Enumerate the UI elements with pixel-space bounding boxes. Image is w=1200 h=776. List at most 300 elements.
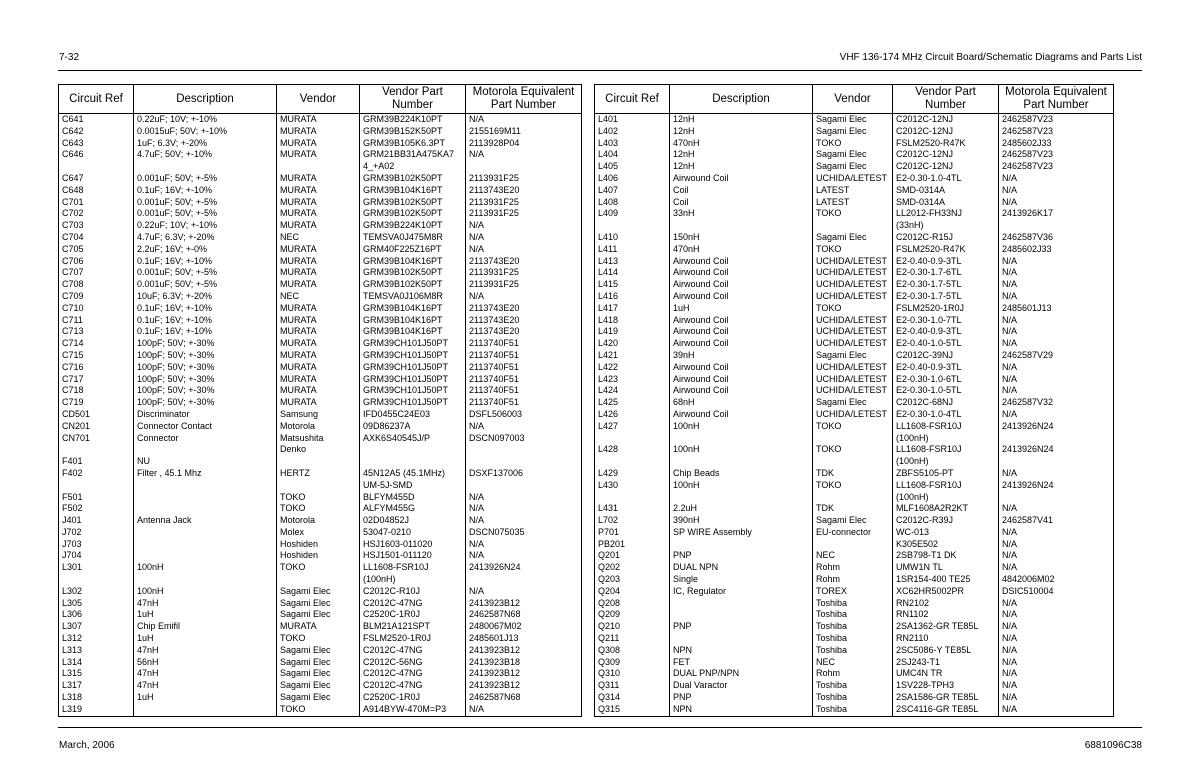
table-row	[59, 456, 582, 468]
cell-text-line: IC, Regulator	[673, 585, 727, 596]
cell-vendor	[813, 409, 893, 421]
cell-text-line: L416	[598, 290, 619, 301]
table-row	[59, 114, 582, 126]
cell-text-line: MURATA	[280, 137, 317, 148]
cell-text-line: 100pF; 50V; +-30%	[137, 349, 215, 360]
cell-description	[134, 433, 277, 457]
col-header-description: Description	[134, 85, 277, 114]
cell-circuit-ref	[59, 114, 134, 126]
cell-vendor	[277, 350, 360, 362]
cell-vendor	[277, 550, 360, 562]
cell-motorola-part-number	[466, 397, 582, 409]
cell-text-line: L401	[598, 114, 619, 124]
cell-vendor-part-number	[360, 668, 466, 680]
cell-motorola-part-number	[999, 609, 1114, 621]
cell-text-line: L413	[598, 255, 619, 266]
cell-vendor	[813, 149, 893, 161]
cell-vendor-part-number	[893, 185, 999, 197]
cell-description	[134, 598, 277, 610]
cell-description	[670, 244, 813, 256]
table-header-row	[595, 85, 1114, 114]
cell-description	[670, 409, 813, 421]
cell-vendor	[277, 539, 360, 551]
cell-circuit-ref	[59, 492, 134, 504]
parts-table-right	[594, 84, 1114, 717]
cell-text-line: MURATA	[280, 279, 317, 290]
cell-text-line: NEC	[280, 290, 300, 301]
cell-vendor	[277, 374, 360, 386]
cell-text-line: MURATA	[280, 326, 317, 337]
cell-circuit-ref	[59, 609, 134, 621]
cell-text-line: J704	[62, 550, 82, 561]
cell-text-line: ALFYM455G	[363, 503, 416, 514]
cell-description	[134, 185, 277, 197]
cell-text-line: C701	[62, 196, 84, 207]
cell-text-line: Airwound Coil	[673, 290, 729, 301]
cell-text-line: C2012C-12NJ	[896, 114, 954, 124]
cell-description	[670, 385, 813, 397]
cell-vendor	[277, 279, 360, 291]
cell-text-line: 2480067M02	[469, 621, 522, 632]
cell-text-line: L317	[62, 680, 83, 691]
cell-text-line: L422	[598, 361, 619, 372]
cell-text-line: E2-0.30-1.0-4TL	[896, 172, 962, 183]
cell-motorola-part-number	[999, 444, 1114, 468]
cell-motorola-part-number	[999, 362, 1114, 374]
cell-description	[670, 149, 813, 161]
cell-text-line: 1uF; 6.3V; +-20%	[137, 137, 207, 148]
cell-text-line: 1uH	[673, 302, 690, 313]
cell-circuit-ref	[595, 515, 670, 527]
cell-text-line	[673, 633, 812, 645]
cell-vendor	[813, 279, 893, 291]
cell-text-line: Airwound Coil	[673, 314, 729, 325]
cell-motorola-part-number	[999, 598, 1114, 610]
cell-text-line: 39nH	[673, 349, 695, 360]
cell-text-line: 1uH	[137, 609, 154, 620]
cell-description	[134, 609, 277, 621]
cell-text-line: L420	[598, 338, 619, 349]
cell-vendor	[277, 114, 360, 126]
cell-vendor	[813, 633, 893, 645]
cell-description	[134, 173, 277, 185]
cell-text-line: GRM39B152K50PT	[363, 125, 443, 136]
cell-text-line: N/A	[1002, 196, 1018, 207]
cell-vendor-part-number	[360, 645, 466, 657]
table-row	[595, 621, 1114, 633]
cell-text-line: Airwound Coil	[673, 172, 729, 183]
cell-text-line: 1uH	[137, 633, 154, 644]
cell-description	[670, 161, 813, 173]
cell-text-line: Single	[673, 574, 699, 585]
cell-text-line: C643	[62, 137, 84, 148]
cell-description	[134, 149, 277, 173]
cell-circuit-ref	[595, 586, 670, 598]
cell-description	[670, 550, 813, 562]
cell-vendor-part-number	[893, 149, 999, 161]
cell-text-line: Airwound Coil	[673, 326, 729, 337]
cell-text-line: HSJ1603-011020	[363, 538, 433, 549]
cell-text-line	[137, 527, 276, 539]
cell-vendor	[813, 586, 893, 598]
cell-text-line: 2.2uH	[673, 503, 698, 514]
cell-text-line: Sagami Elec	[280, 680, 331, 691]
cell-text-line: UCHIDA/LETEST	[816, 290, 888, 301]
cell-motorola-part-number	[466, 138, 582, 150]
cell-circuit-ref	[59, 539, 134, 551]
cell-circuit-ref	[595, 173, 670, 185]
cell-text-line: 2413923B18	[469, 656, 521, 667]
cell-description	[134, 256, 277, 268]
cell-text-line: Q210	[598, 621, 621, 632]
table-row	[595, 609, 1114, 621]
cell-text-line: L407	[598, 184, 619, 195]
cell-text-line: E2-0.30-1.7-6TL	[896, 267, 962, 278]
cell-circuit-ref	[59, 138, 134, 150]
table-row	[595, 138, 1114, 150]
cell-vendor-part-number	[893, 503, 999, 515]
cell-text-line: MURATA	[280, 267, 317, 278]
table-row	[595, 409, 1114, 421]
cell-description	[670, 668, 813, 680]
cell-text-line: Discriminator	[137, 408, 190, 419]
cell-text-line: Q208	[598, 597, 621, 608]
cell-text-line: PNP	[673, 621, 692, 632]
table-row	[59, 244, 582, 256]
cell-description	[670, 350, 813, 362]
cell-text-line: N/A	[1002, 656, 1018, 667]
cell-vendor-part-number	[893, 680, 999, 692]
cell-text-line: E2-0.40-0.9-3TL	[896, 326, 962, 337]
cell-text-line: 2413926K17	[1002, 208, 1054, 219]
cell-motorola-part-number	[466, 621, 582, 633]
cell-text-line: 2113931F25	[469, 208, 519, 219]
cell-text-line: L702	[598, 515, 619, 526]
cell-circuit-ref	[59, 279, 134, 291]
parts-table-right-body	[595, 114, 1114, 717]
table-row	[59, 515, 582, 527]
cell-vendor	[277, 633, 360, 645]
cell-vendor	[813, 397, 893, 409]
cell-vendor	[277, 657, 360, 669]
cell-text-line: L429	[598, 467, 619, 478]
cell-vendor-part-number	[360, 350, 466, 362]
cell-vendor-part-number	[893, 515, 999, 527]
cell-motorola-part-number	[466, 315, 582, 327]
table-row	[595, 704, 1114, 716]
cell-text-line: MURATA	[280, 114, 317, 124]
cell-text-line: GRM39CH101J50PT	[363, 373, 449, 384]
cell-vendor-part-number	[893, 550, 999, 562]
cell-vendor	[277, 562, 360, 586]
table-row	[59, 338, 582, 350]
cell-motorola-part-number	[999, 562, 1114, 574]
cell-motorola-part-number	[999, 208, 1114, 232]
cell-text-line: LL1608-FSR10J	[896, 444, 962, 455]
cell-vendor-part-number	[893, 256, 999, 268]
cell-text-line: L423	[598, 373, 619, 384]
cell-vendor-part-number	[893, 303, 999, 315]
cell-description	[134, 468, 277, 492]
cell-text-line: UMW1N TL	[896, 562, 943, 573]
cell-text-line: MURATA	[280, 243, 317, 254]
cell-vendor	[813, 503, 893, 515]
cell-text-line: C647	[62, 172, 84, 183]
cell-text-line: 2113740F51	[469, 361, 519, 372]
cell-text-line: (100nH)	[363, 574, 396, 585]
cell-vendor-part-number	[893, 527, 999, 539]
table-row	[59, 598, 582, 610]
cell-circuit-ref	[595, 138, 670, 150]
cell-vendor	[277, 680, 360, 692]
cell-vendor	[813, 680, 893, 692]
cell-circuit-ref	[59, 527, 134, 539]
cell-text-line: 0.1uF; 16V; +-10%	[137, 302, 212, 313]
cell-text-line: Sagami Elec	[280, 585, 331, 596]
cell-circuit-ref	[595, 527, 670, 539]
cell-vendor	[813, 574, 893, 586]
table-row	[595, 550, 1114, 562]
table-row	[595, 692, 1114, 704]
cell-text-line: Toshiba	[816, 703, 848, 714]
cell-text-line: C711	[62, 314, 83, 325]
cell-vendor-part-number	[893, 444, 999, 468]
cell-vendor-part-number	[893, 279, 999, 291]
cell-description	[670, 326, 813, 338]
cell-description	[670, 114, 813, 126]
cell-vendor-part-number	[893, 208, 999, 232]
cell-description	[670, 397, 813, 409]
cell-text-line: MURATA	[280, 196, 317, 207]
cell-description	[134, 704, 277, 716]
cell-description	[134, 409, 277, 421]
cell-vendor-part-number	[360, 385, 466, 397]
cell-vendor	[813, 326, 893, 338]
cell-motorola-part-number	[999, 256, 1114, 268]
cell-description	[134, 303, 277, 315]
cell-motorola-part-number	[999, 267, 1114, 279]
cell-circuit-ref	[595, 350, 670, 362]
table-row	[595, 598, 1114, 610]
cell-text-line: 2SJ243-T1	[896, 656, 941, 667]
cell-text-line: Q310	[598, 668, 621, 679]
cell-circuit-ref	[59, 208, 134, 220]
cell-motorola-part-number	[999, 574, 1114, 586]
cell-text-line: 100nH	[673, 479, 700, 490]
cell-vendor	[813, 126, 893, 138]
table-row	[595, 173, 1114, 185]
cell-text-line: Chip Beads	[673, 467, 720, 478]
cell-text-line: 2SC4116-GR TE85L	[896, 703, 979, 714]
cell-vendor	[277, 244, 360, 256]
cell-text-line: DUAL NPN	[673, 562, 719, 573]
cell-circuit-ref	[595, 303, 670, 315]
cell-motorola-part-number	[999, 385, 1114, 397]
cell-vendor-part-number	[360, 433, 466, 457]
cell-circuit-ref	[595, 197, 670, 209]
cell-text-line: 2113740F51	[469, 397, 519, 408]
cell-text-line: L417	[598, 302, 619, 313]
table-row	[595, 256, 1114, 268]
cell-text-line: FSLM2520-1R0J	[896, 302, 965, 313]
cell-description	[670, 126, 813, 138]
cell-text-line: L425	[598, 397, 619, 408]
cell-circuit-ref	[595, 633, 670, 645]
cell-motorola-part-number	[466, 114, 582, 126]
cell-text-line: Antenna Jack	[137, 515, 192, 526]
cell-text-line: 1SR154-400 TE25	[896, 574, 971, 585]
cell-text-line: L315	[62, 668, 83, 679]
cell-text-line: Sagami Elec	[280, 692, 331, 703]
cell-description	[670, 692, 813, 704]
table-row	[595, 633, 1114, 645]
cell-text-line: C2012C-R39J	[896, 515, 954, 526]
cell-text-line: E2-0.30-1.0-5TL	[896, 385, 962, 396]
cell-text-line: 56nH	[137, 656, 159, 667]
cell-circuit-ref	[595, 539, 670, 551]
cell-text-line: 100nH	[137, 585, 164, 596]
cell-text-line: 0.22uF; 10V; +-10%	[137, 220, 217, 231]
cell-vendor	[813, 244, 893, 256]
cell-circuit-ref	[595, 244, 670, 256]
cell-description	[134, 220, 277, 232]
cell-motorola-part-number	[466, 633, 582, 645]
cell-circuit-ref	[595, 315, 670, 327]
cell-text-line: UCHIDA/LETEST	[816, 267, 888, 278]
cell-text-line: CD501	[62, 408, 91, 419]
cell-vendor	[277, 220, 360, 232]
table-row	[595, 279, 1114, 291]
cell-text-line: 100pF; 50V; +-30%	[137, 373, 215, 384]
cell-text-line: N/A	[469, 220, 485, 231]
cell-motorola-part-number	[466, 350, 582, 362]
cell-motorola-part-number	[466, 197, 582, 209]
cell-text-line	[280, 456, 359, 468]
cell-circuit-ref	[595, 480, 670, 504]
cell-description	[670, 374, 813, 386]
cell-text-line: N/A	[1002, 184, 1018, 195]
cell-motorola-part-number	[999, 421, 1114, 445]
table-row	[59, 492, 582, 504]
cell-text-line: 09D86237A	[363, 420, 411, 431]
cell-text-line: E2-0.30-1.0-6TL	[896, 373, 962, 384]
cell-text-line: Rohm	[816, 574, 841, 585]
table-row	[595, 480, 1114, 504]
cell-text-line: 2462587V23	[1002, 125, 1054, 136]
cell-text-line: Q201	[598, 550, 621, 561]
cell-vendor-part-number	[893, 161, 999, 173]
cell-text-line: 2113928P04	[469, 137, 520, 148]
cell-vendor-part-number	[360, 397, 466, 409]
cell-text-line: C2012C-12NJ	[896, 125, 954, 136]
cell-vendor	[813, 374, 893, 386]
cell-description	[134, 668, 277, 680]
cell-text-line: 2SB798-T1 DK	[896, 550, 957, 561]
cell-text-line: Sagami Elec	[816, 397, 867, 408]
cell-text-line: N/A	[469, 538, 485, 549]
table-row	[595, 397, 1114, 409]
table-header-row	[59, 85, 582, 114]
cell-text-line: C2012C-68NJ	[896, 397, 954, 408]
cell-description	[670, 279, 813, 291]
table-row	[595, 574, 1114, 586]
cell-motorola-part-number	[466, 515, 582, 527]
cell-circuit-ref	[595, 657, 670, 669]
cell-motorola-part-number	[466, 586, 582, 598]
table-row	[595, 586, 1114, 598]
cell-description	[670, 138, 813, 150]
cell-vendor	[277, 598, 360, 610]
cell-text-line: Airwound Coil	[673, 361, 729, 372]
cell-text-line: NU	[137, 456, 150, 467]
cell-text-line: 2462587N68	[469, 692, 521, 703]
cell-description	[670, 704, 813, 716]
cell-text-line: LL1608-FSR10J	[896, 420, 962, 431]
cell-text-line: C2520C-1R0J	[363, 692, 421, 703]
cell-text-line: Toshiba	[816, 597, 848, 608]
cell-vendor-part-number	[360, 220, 466, 232]
cell-circuit-ref	[595, 161, 670, 173]
cell-text-line: N/A	[1002, 172, 1018, 183]
col-header-motorola-part-number: Motorola Equivalent Part Number	[466, 85, 582, 114]
cell-vendor-part-number	[360, 185, 466, 197]
cell-text-line: LL1608-FSR10J	[363, 562, 429, 573]
cell-circuit-ref	[59, 397, 134, 409]
cell-text-line: TOKO	[816, 208, 842, 219]
cell-vendor-part-number	[360, 562, 466, 586]
cell-description	[134, 362, 277, 374]
cell-motorola-part-number	[999, 149, 1114, 161]
cell-motorola-part-number	[999, 550, 1114, 562]
cell-description	[134, 385, 277, 397]
cell-text-line: Matsushita	[280, 432, 324, 443]
cell-description	[670, 586, 813, 598]
cell-vendor	[813, 550, 893, 562]
cell-text-line: 0.001uF; 50V; +-5%	[137, 267, 217, 278]
cell-circuit-ref	[59, 303, 134, 315]
cell-text-line: Coil	[673, 184, 689, 195]
cell-text-line: UCHIDA/LETEST	[816, 326, 888, 337]
cell-motorola-part-number	[999, 503, 1114, 515]
cell-text-line: 12nH	[673, 114, 695, 124]
cell-text-line	[673, 539, 812, 551]
cell-text-line: 2113931F25	[469, 279, 519, 290]
cell-description	[134, 326, 277, 338]
cell-vendor	[813, 704, 893, 716]
cell-circuit-ref	[595, 208, 670, 232]
cell-text-line: Rohm	[816, 668, 841, 679]
table-row	[595, 539, 1114, 551]
cell-text-line: RN2110	[896, 633, 929, 644]
cell-vendor-part-number	[360, 374, 466, 386]
cell-circuit-ref	[595, 362, 670, 374]
cell-text-line: TOKO	[280, 562, 306, 573]
cell-text-line: MURATA	[280, 361, 317, 372]
cell-vendor-part-number	[360, 256, 466, 268]
cell-text-line: L414	[598, 267, 619, 278]
cell-text-line: LATEST	[816, 196, 850, 207]
cell-vendor	[277, 138, 360, 150]
cell-text-line: C2012C-47NG	[363, 668, 423, 679]
table-row	[59, 385, 582, 397]
cell-motorola-part-number	[466, 539, 582, 551]
cell-circuit-ref	[59, 267, 134, 279]
cell-vendor	[813, 232, 893, 244]
cell-vendor	[813, 657, 893, 669]
cell-text-line: 0.22uF; 10V; +-10%	[137, 114, 217, 124]
cell-text-line: N/A	[469, 420, 485, 431]
table-row	[59, 326, 582, 338]
